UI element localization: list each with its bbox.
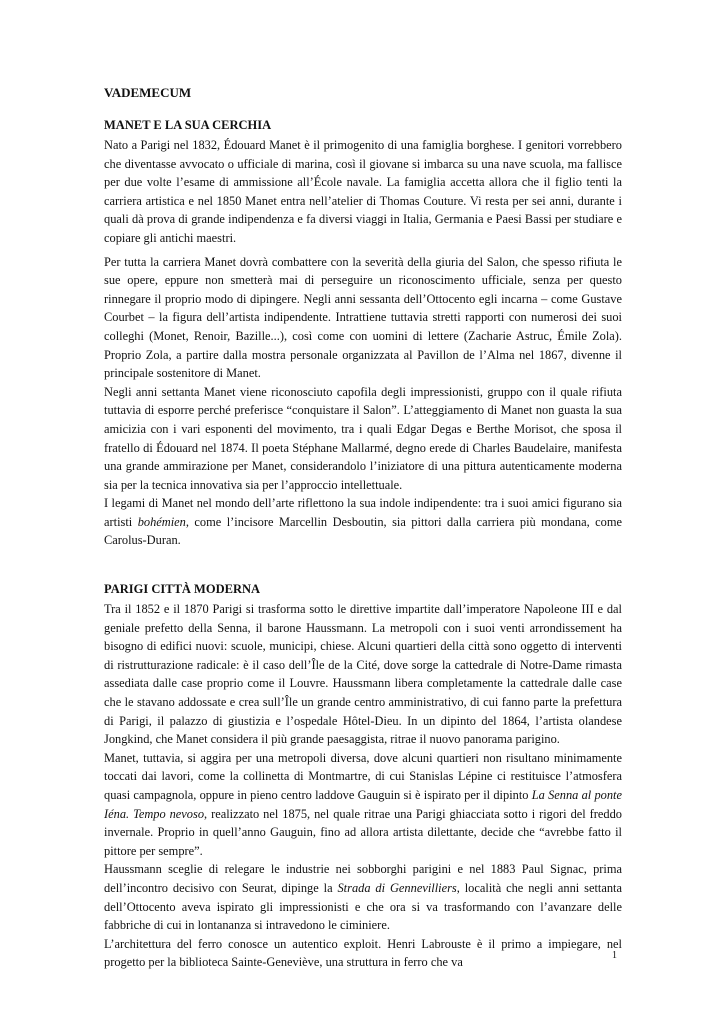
section-parigi <box>104 580 622 972</box>
paragraph: L’architettura del ferro conosce un autentico exploit. Henri Labrouste è il primo a impiegare, nel progetto per la biblioteca Sainte-Geneviève, una struttura in ferro che va <box>104 936 622 970</box>
text-run: , località che negli anni settanta dell’Ottocento aveva ispirato gli impressionisti e che ora si va trasformando con l’avanzare delle fabbriche di cui in lontananza si intravedono le ciminiere. <box>104 880 622 933</box>
paragraph: Negli anni settanta Manet viene riconosciuto capofila degli impressionisti, gruppo con il quale rifiuta tuttavia di esporre perché preferisce “conquistare il Salon”. L’atteggiamento di Manet non guasta la sua amicizia con i vari esponenti del movimento, tra i quali Edgar Degas e Berthe Morisot, che sposa il fratello di Édouard nel 1874. Il poeta Stéphane Mallarmé, degno erede di Charles Baudelaire, manifesta una grande ammirazione per Manet, considerandolo l’iniziatore di una pittura autenticamente moderna sia per la tecnica innovativa sia per l’approccio intellettuale. <box>104 384 622 492</box>
text-run: Manet, tuttavia, si aggira per una metropoli diversa, dove alcuni quartieri non risultano minimamente toccati dai lavori, come la collinetta di Montmartre, di cui Stanislas Lépine ci restituisce l’atmosfera quasi campagnola, oppure in pieno centro laddove Gauguin si è ispirato per il dipinto <box>104 750 622 802</box>
text-run: Haussmann sceglie di relegare le industrie nei sobborghi parigini e nel 1883 Paul Signac, prima dell’incontro decisivo con Seurat, dipinge la <box>104 862 622 895</box>
italic-title: Strada di Gennevilliers <box>337 880 457 895</box>
italic-term: bohémien <box>137 514 186 529</box>
paragraph: Tra il 1852 e il 1870 Parigi si trasforma sotto le direttive impartite dall’imperatore Napoleone III e dal geniale prefetto della Senna, il barone Haussmann. La metropoli con i suoi venti arrondissement ha bisogno di edifici nuovi: scuole, municipi, chiese. Alcuni quartieri della città sono oggetto di interventi di ristrutturazione radicale: è il caso dell’Île de la Cité, dove sorge la cattedrale di Notre-Dame rimasta assediata dalle case proprio come il Louvre. Haussmann libera completamente la cattedrale dalle case che le stavano addossate e crea sull’Île un grande centro amministrativo, di cui fanno parte la prefettura di Parigi, il palazzo di giustizia e l’ospedale Hôtel-Dieu. In un dipinto del 1864, l’artista olandese Jongkind, che Manet considera il più grande paesaggista, ritrae il nuovo panorama parigino. <box>104 602 622 747</box>
document-page <box>104 84 622 972</box>
page-number: 1 <box>612 950 617 961</box>
paragraph: Nato a Parigi nel 1832, Édouard Manet è il primogenito di una famiglia borghese. I genitori vorrebbero che diventasse avvocato o ufficiale di marina, così il giovane si imbarca su una nave scuola, ma fallisce per due volte l’esame di ammissione all’École navale. La famiglia accetta allora che il figlio tenti la carriera artistica e nel 1850 Manet entra nell’atelier di Thomas Couture. Vi resta per sei anni, durante i quali dà prova di grande indipendenza e fa diversi viaggi in Italia, Germania e Paesi Bassi per studiare e copiare gli antichi maestri. <box>104 138 622 245</box>
text-run: , come l’incisore Marcellin Desboutin, sia pittori dalla carriera più mondana, come Carolus-Duran. <box>104 514 622 548</box>
paragraph <box>104 494 622 550</box>
paragraph: Per tutta la carriera Manet dovrà combattere con la severità della giuria del Salon, che spesso rifiuta le sue opere, eppure non smetterà mai di perseguire un riconoscimento ufficiale, senza per questo rinnegare il proprio modo di dipingere. Negli anni sessanta dell’Ottocento egli incarna – come Gustave Courbet – la figura dell’artista indipendente. Intrattiene tuttavia stretti rapporti con numerosi dei suoi colleghi (Monet, Renoir, Bazille...), così come con uomini di lettere (Zacharie Astruc, Émile Zola). Proprio Zola, a partire dalla mostra personale organizzata al Pavillon de l’Alma nel 1867, divenne il principale sostenitore di Manet. <box>104 254 622 381</box>
section-spacer <box>104 550 622 580</box>
document-title: VADEMECUM <box>104 85 192 100</box>
paragraph <box>104 749 622 861</box>
text-run: , realizzato nel 1875, nel quale ritrae una Parigi ghiacciata sotto i rigori del freddo invernale. Proprio in quell’anno Gauguin, fino ad allora artista dilettante, decide che “avrebbe fatto il pittore per sempre”. <box>104 806 623 858</box>
text-run: I legami di Manet nel mondo dell’arte riflettono la sua indole indipendente: tra i suoi amici figurano sia artisti <box>104 496 622 529</box>
section-heading: PARIGI CITTÀ MODERNA <box>104 582 261 597</box>
section-heading: MANET E LA SUA CERCHIA <box>104 118 272 132</box>
paragraph <box>104 860 622 934</box>
section-manet <box>104 116 622 550</box>
italic-title: La Senna al ponte Iéna. Tempo nevoso <box>104 788 623 821</box>
